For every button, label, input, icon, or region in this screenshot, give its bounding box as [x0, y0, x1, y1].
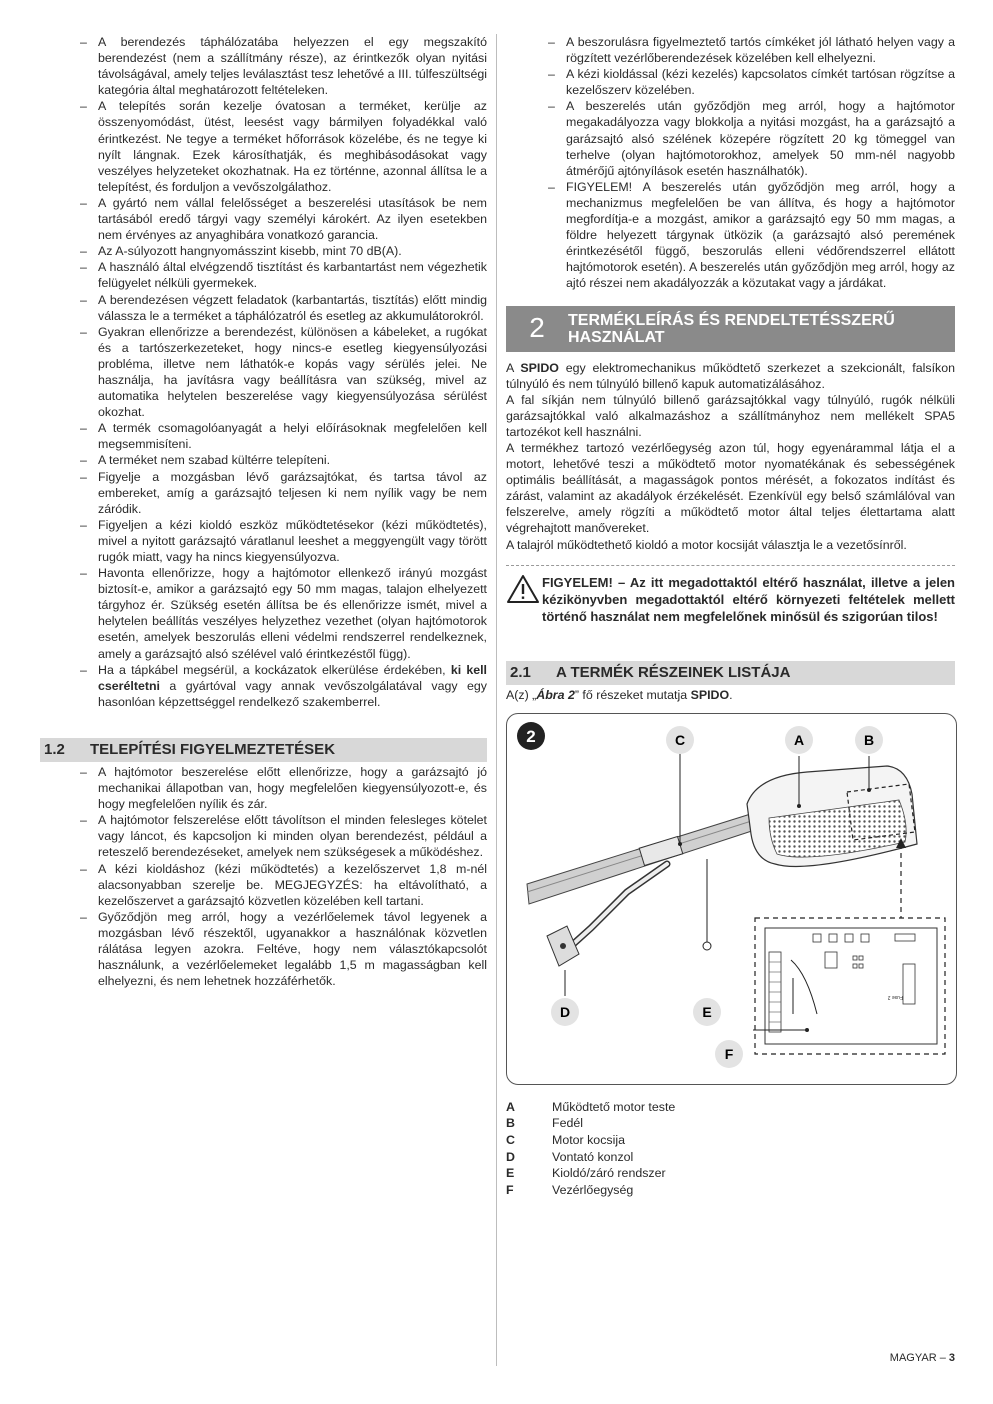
list-item: – A beszerelés után győződjön meg arról, hogy a hajtómotor megakadályozza vagy blokkolja a nyitási mozgást, ha a garázsajtó a garázsajtó alsó szélének közepére rögzített 20 kg tömeggel van terhelve (olyan hajtómotorokhoz, amelyek 50 mm-nél nagyobb átmérőjű ajtónyílások esetén használhatók).: [506, 98, 955, 178]
legend-key: F: [506, 1182, 514, 1197]
list-item: – Figyelje a mozgásban lévő garázsajtókat, és tartsa távol az embereket, amíg a garázsajtó teljesen ki nem nyílik vagy be nem záródik.: [40, 469, 487, 517]
right-column: [506, 34, 955, 1198]
section-title: TELEPÍTÉSI FIGYELMEZTETÉSEK: [90, 740, 336, 758]
part-label-f: F: [724, 1045, 734, 1062]
section-heading-1-2: [40, 738, 487, 762]
section-number: 2.1: [510, 663, 531, 681]
legend-text: Működtető motor teste: [552, 1099, 676, 1114]
part-label-a: A: [793, 731, 805, 748]
legend-key: B: [506, 1116, 515, 1131]
section-heading-2-1: [506, 661, 955, 685]
paragraph: A fal síkján nem túlnyúló billenő garázsajtókkal vagy túlnyúló, rugók nélküli garázsajtókkal való alkalmazáshoz a szállítmányhoz nem mellékelt SPA5 tartozékot kell használni.: [506, 392, 955, 439]
list-item: – Gyakran ellenőrizze a berendezést, különösen a kábeleket, a rugókat és a tartószerkezeteket, hogy nincs-e esetleg kiegyensúlyozási probléma, illetve nem láthatók-e kopás vagy sérülés jelei. Ne használja, ha javításra vagy beállításra van szükség, mivel az automatika helytelen beszerelése vagy kiegyensúlyozása sérülést okozhat.: [40, 324, 487, 421]
figure-2: [506, 713, 957, 1085]
list-item: – A kézi kioldással (kézi kezelés) kapcsolatos címkét tartósan rögzítse a kezelőszerv közelében.: [506, 66, 955, 98]
list-item: – A telepítés során kezelje óvatosan a terméket, kerülje az összenyomódást, ütést, leesést vagy bármilyen folyadékkal való érintkezést. Ne tegye a terméket hőforrások közelébe, és ne tegye ki nyílt lángnak. Ezek károsíthatják, és meghibásodásokat vagy veszélyes helyzeteket okozhatnak. Ha ez történne, azonnal állítsa le a telepítést, és forduljon a vevőszolgálathoz.: [40, 98, 487, 195]
page-footer: [890, 1352, 955, 1364]
list-item: – A gyártó nem vállal felelősséget a beszerelési utasítások be nem tartásából eredő tárgyi vagy személyi károkért. Az ilyen esetekben nem érvényes az anyaghibára vonatkozó garancia.: [40, 195, 487, 243]
legend-text: Vezérlőegység: [552, 1182, 634, 1197]
list-item: – Győződjön meg arról, hogy a vezérlőelemek távol legyenek a mozgásban lévő részektől, ugyanakkor a használónak közvetlen rálátása legyen azokra. Feltéve, hogy nem választókapcsolót használunk, a vezérlőelemeket legalább 1,5 m magasságban kell elhelyezni, és nem lehetnek hozzáférhetők.: [40, 909, 487, 989]
section-title: A TERMÉK RÉSZEINEK LISTÁJA: [556, 663, 791, 681]
legend-text: Fedél: [552, 1116, 583, 1131]
list-item: – A beszorulásra figyelmeztető tartós címkéket jól látható helyen vagy a rögzített vezérlőberendezések közelében kell elhelyezni.: [506, 34, 955, 66]
list-item: – A hajtómotor felszerelése előtt távolítson el minden felesleges kötelet vagy láncot, és kapcsoljon ki minden olyan berendezést, például a reteszelő berendezéseket, amelyek nem szükségesek a működéshez.: [40, 812, 487, 860]
chapter-number: 2: [529, 312, 545, 344]
legend-key: E: [506, 1166, 515, 1181]
legend-key: C: [506, 1132, 515, 1147]
column-divider: [496, 34, 497, 1366]
list-item: – A berendezés táphálózatába helyezzen el egy megszakító berendezést (nem a szállítmány része), az érintkezők olyan nyitási távolságával, amely teljes leválasztást tesz lehetővé a III. túlfeszültségi kategória által meghatározott feltételeken.: [40, 34, 487, 98]
warning-icon: [506, 574, 540, 625]
left-column: [40, 34, 487, 989]
opener-illustration: [507, 714, 956, 1084]
list-item: – Havonta ellenőrizze, hogy a hajtómotor ellenkező irányú mozgást biztosít-e, amikor a garázsajtó egy 50 mm magas, talajon elhelyezett tárgyhoz ér. Szükség esetén állítsa be és ellenőrizze ismét, mivel a helytelen beállítás veszélyes helyzethez vezethet (olyan hajtómotorok esetén, amelyek beszorulás elleni védelmi rendszerrel rendelkeznek, amely a garázsajtó alsó szélével való érintkezéstől függ).: [40, 565, 487, 662]
footer-language: MAGYAR –: [889, 1352, 949, 1364]
page-number: 3: [948, 1352, 955, 1364]
list-item: – A terméket nem szabad kültérre telepíteni.: [40, 452, 487, 468]
safety-list: [40, 34, 487, 710]
warning-text: FIGYELEM! – Az itt megadottaktól eltérő használat, illetve a jelen kézikönyvben megadottaktól eltérő környezeti feltételek mellett történő használat nem megfelelőnek minősül és szigorúan tilos!: [542, 574, 955, 624]
legend-key: A: [506, 1099, 515, 1114]
figure-number: 2: [526, 726, 536, 746]
parts-legend: [506, 1099, 955, 1199]
paragraph: A termékhez tartozó vezérlőegység azon túl, hogy egyenárammal látja el a motort, lehetővé teszi a működtető motor nyomatékának és sebességének optimális beállítását, a magasságok pontos mérését, a fokozatos indítást és zárást, valamint az akadályok érzékelését. Ezenkívül egy belső számlálóval van felszerelve, amely rögzíti a működtető motor által teljes élettartama alatt végrehajtott manővereket.: [506, 440, 955, 536]
list-item: – FIGYELEM! A beszerelés után győződjön meg arról, hogy a mechanizmus megfelelően be van állítva, és hogy a hajtómotor megfordítja-e a mozgást, amikor a garázsajtó egy 50 mm magas, a földre helyezett tárgynak ütközik (a garázsajtó alsó peremének érintkezésétől függő, beszorulás elleni védőrendszerrel ellátott hajtómotorok esetén). A beszerelés után győződjön meg arról, hogy az ajtó részei nem akadályozzák a közutakat vagy a járdákat.: [506, 179, 955, 292]
part-label-c: C: [674, 731, 686, 748]
paragraph: A talajról működtethető kioldó a motor kocsiját választja le a vezetősínről.: [506, 537, 907, 552]
list-item: – A kézi kioldáshoz (kézi működtetés) a kezelőszervet 1,8 m-nél alacsonyabban szerelje be. MEGJEGYZÉS: ha eltávolítható, a kezelőszervet a garázsajtó közvetlen közelében kell tartani.: [40, 861, 487, 909]
part-label-d: D: [559, 1003, 571, 1020]
paragraph: A SPIDO egy elektromechanikus működtető szerkezet a szekcionált, falsíkon túlnyúló és nem túlnyúló billenő kapuk automatizálásához.: [506, 360, 955, 391]
figure-intro: A(z) „Ábra 2” fő részeket mutatja SPIDO.: [506, 687, 733, 702]
list-item: – Figyeljen a kézi kioldó eszköz működtetésekor (kézi működtetés), mivel a nyitott garázsajtó váratlanul leeshet a meggyengült vagy törött rugók miatt, vagy ha nincs kiegyensúlyozva.: [40, 517, 487, 565]
part-label-e: E: [702, 1003, 712, 1020]
list-item: – A termék csomagolóanyagát a helyi előírásoknak megfelelően kell megsemmisíteni.: [40, 420, 487, 452]
installation-warnings-list: [40, 764, 487, 989]
section-number: 1.2: [44, 740, 65, 758]
legend-key: D: [506, 1149, 515, 1164]
board-fuse-label: Fuse 2: [887, 993, 903, 1000]
legend-text: Vontató konzol: [552, 1149, 634, 1164]
list-item: – A berendezésen végzett feladatok (karbantartás, tisztítás) előtt mindig válassza le a terméket a táphálózatról és esetleg az akkumulátorokról.: [40, 292, 487, 324]
warning-box: [506, 565, 955, 625]
legend-text: Motor kocsija: [552, 1132, 625, 1147]
safety-list-continued: [506, 34, 955, 292]
part-label-b: B: [863, 731, 875, 748]
chapter-heading-2: [506, 306, 955, 352]
list-item: – A használó által elvégzendő tisztítást és karbantartást nem végezhetik felügyelet nélküli gyermekek.: [40, 259, 487, 291]
emphasis: ki kell cseréltetni: [98, 662, 487, 693]
legend-text: Kioldó/záró rendszer: [552, 1166, 666, 1181]
list-item: – A hajtómotor beszerelése előtt ellenőrizze, hogy a garázsajtó jó mechanikai állapotban van, hogy megfelelően kiegyensúlyozott-e, és hogy megfelelően nyílik és zár.: [40, 764, 487, 812]
chapter-title: TERMÉKLEÍRÁS ÉS RENDELTETÉSSZERŰ HASZNÁLAT: [568, 311, 895, 346]
list-item-cable: – Ha a tápkábel megsérül, a kockázatok elkerülése érdekében, ki kell cseréltetni a gyártóval vagy annak vevőszolgálatával vagy egy hasonlóan képzettséggel rendelkező szakemberrel.: [40, 662, 487, 710]
list-item: – Az A-súlyozott hangnyomásszint kisebb, mint 70 dB(A).: [40, 243, 487, 259]
